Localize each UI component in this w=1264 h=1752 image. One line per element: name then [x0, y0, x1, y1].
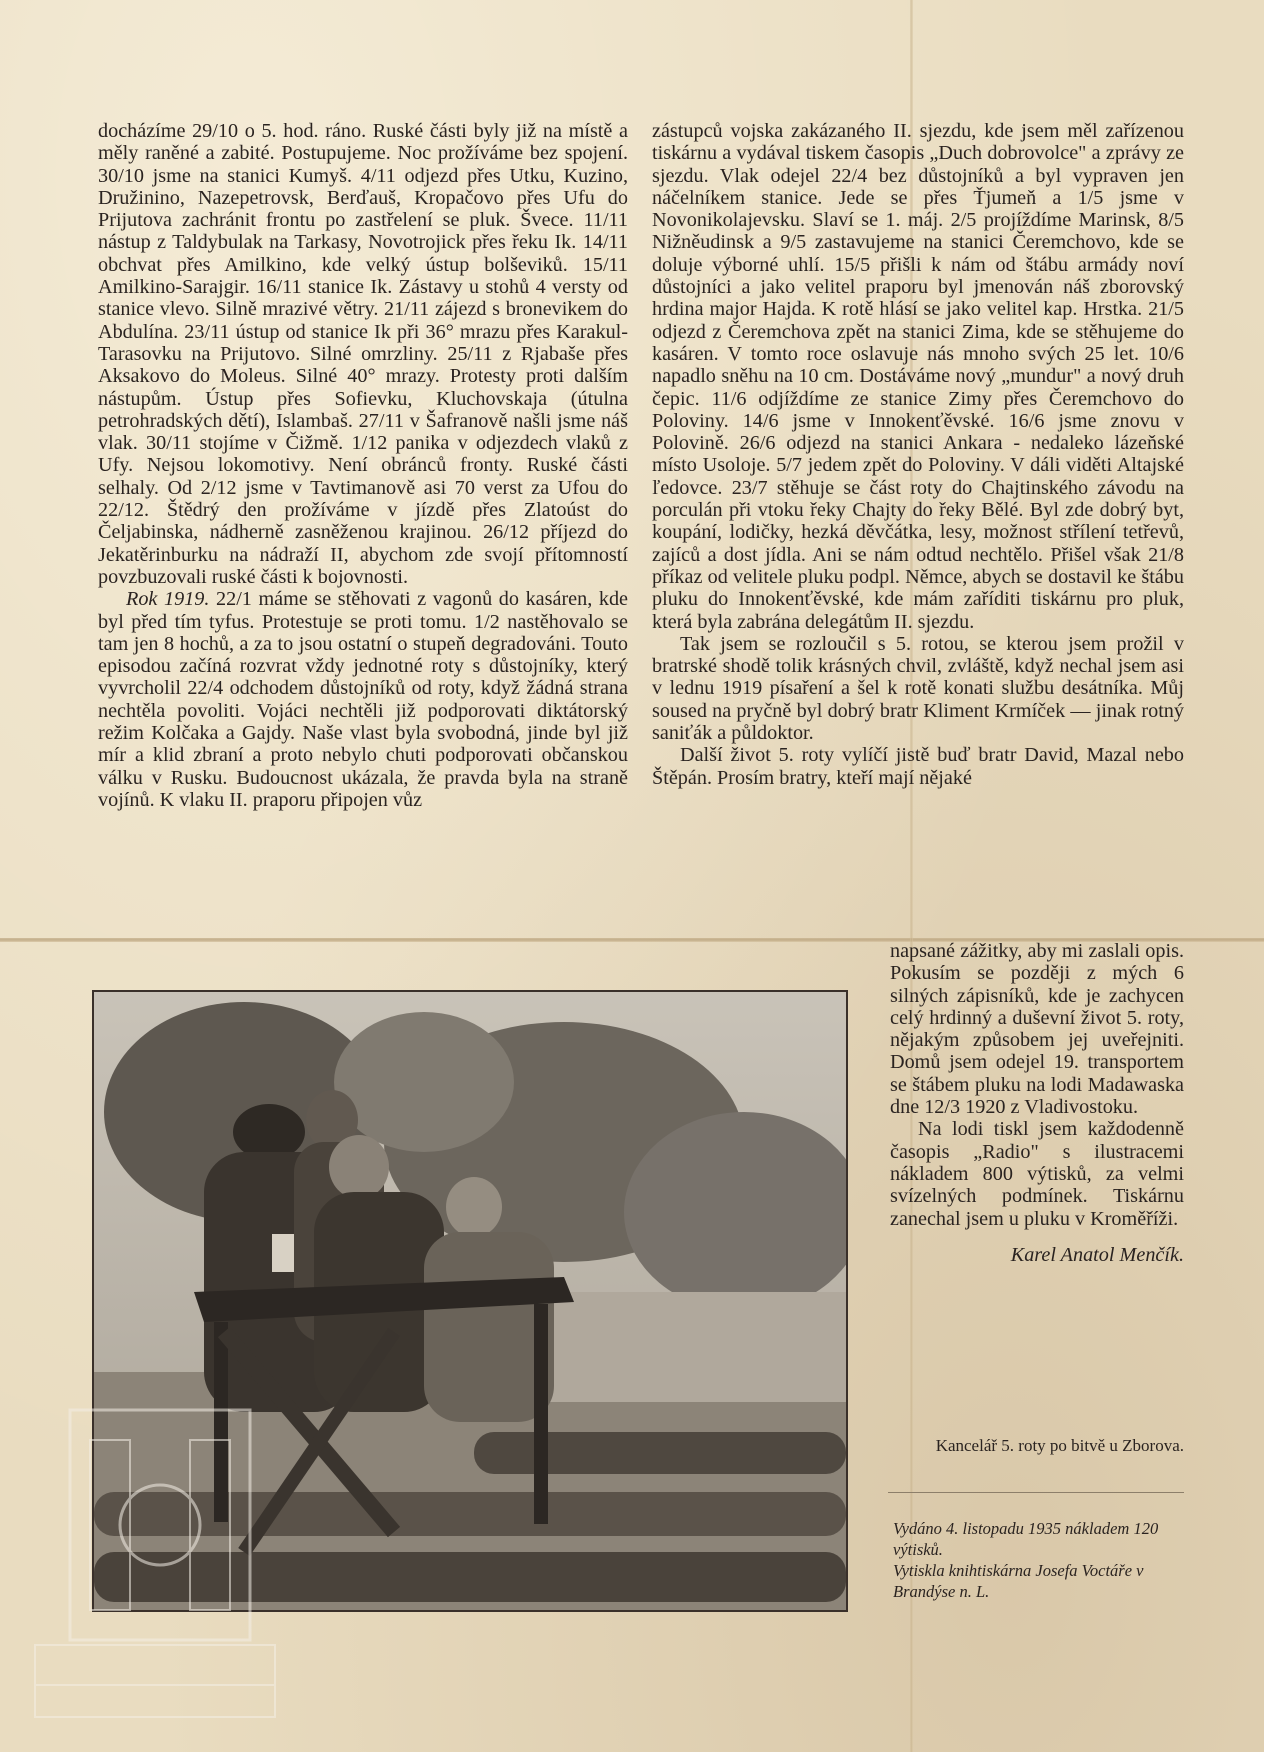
paragraph: Na lodi tiskl jsem každodenně časopis „Radio" s ilustracemi nákladem 800 výtisků, za velmi svízelných podmínek. Tiskárnu zanechal jsem u pluku v Kroměříži.	[890, 1118, 1184, 1230]
publication-imprint	[893, 1518, 1193, 1602]
legion-watermark-logo	[30, 1400, 280, 1720]
paragraph: napsané zážitky, aby mi zaslali opis. Pokusím se později z mých 6 silných zápisníků, kde je zachycen celý hrdinný a duševní život 5. roty, nějakým způsobem jej uveřejniti. Domů jsem odejel 19. transportem se štábem pluku na lodi Madawaska dne 12/3 1920 z Vladivostoku.	[890, 940, 1184, 1119]
paragraph: Tak jsem se rozloučil s 5. rotou, se kterou jsem prožil v bratrské shodě tolik krásných chvil, zvláště, když nechal jsem asi v lednu 1919 písaření a šel k rotě konati službu desátníka. Můj soused na pryčně byl dobrý bratr Kliment Krmíček — jinak rotný saniťák a půldoktor.	[652, 632, 1184, 745]
paragraph: docházíme 29/10 o 5. hod. ráno. Ruské části byly již na místě a měly raněné a zabité. Postupujeme. Noc prožíváme bez spojení. 30/10 jsme na stanici Kumyš. 4/11 odjezd přes Utku, Kuzino, Družinino, Nazepetrovsk, Berďauš, Kropačovo přes Ufu do Prijutova zachránit frontu po zastřelení se pluk. Švece. 11/11 nástup z Taldybulak na Tarkasy, Novotrojick přes řeku Ik. 14/11 obchvat přes Amilkino, kde velký ústup bolševiků. 15/11 Amilkino-Sarajgir. 16/11 stanice Ik. Zástavy u stohů 4 versty od stanice vlevo. Silně mrazivé větry. 21/11 zájezd s bronevikem do Abdulína. 23/11 ústup od stanice Ik při 36° mrazu přes Karakul-Tarasovku na Prijutovo. Silné omrzliny. 25/11 z Rjabaše přes Aksakovo do Moleus. Silné 40° mrazy. Protesty proti dalším nástupům. Ústup přes Sofievku, Kluchovskaja (útulna petrohradských dětí), Islambaš. 27/11 v Šafranově našli jsme náš vlak. 30/11 stojíme v Čižmě. 1/12 panika v odjezdech vlaků z Ufy. Nejsou lokomotivy. Není obránců fronty. Ruské části selhaly. Od 2/12 jsme v Tavtimanově asi 70 verst za Ufou do 22/12. Štědrý den prožíváme v jízdě přes Zlatoúst do Čeljabinska, nádherně zasněženou krajinou. 26/12 příjezd do Jekatěrinburku na nádraží II, abychom zde svojí přítomností povzbuzovali ruské části k bojovnosti.	[98, 120, 628, 588]
photo-caption: Kancelář 5. roty po bitvě u Zborova.	[935, 1436, 1184, 1455]
divider	[888, 1492, 1184, 1493]
author-signature: Karel Anatol Menčík.	[1010, 1243, 1184, 1266]
imprint-line: Vydáno 4. listopadu 1935 nákladem 120 výtisků.	[893, 1519, 1159, 1559]
paragraph: Další život 5. roty vylíčí jistě buď bratr David, Mazal nebo Štěpán. Prosím bratry, kteří mají nějaké	[652, 744, 1184, 789]
paragraph-text: 22/1 máme se stěhovati z vagonů do kasáren, kde byl před tím tyfus. Protestuje se proti tomu. 1/2 nastěhovalo se tam jen 8 hochů, a za to jsou ostatní o stupeň degradováni. Touto episodou začíná rozvrat vždy jednotné roty s důstojníky, který vyvrcholil 22/4 odchodem důstojníků od roty, když žádná strana nechtěla povoliti. Vojáci nechtěli již podporovati diktátorský režim Kolčaka a Gajdy. Naše vlast byla svobodná, jinde byl již mír a klid zbraní a proto nebylo chuti podporovati občanskou válku v Rusku. Budoucnost ukázala, že pravda byla na straně vojínů. K vlaku II. praporu připojen vůz	[98, 588, 629, 811]
paragraph	[98, 588, 628, 811]
imprint-line: Vytiskla knihtiskárna Josefa Voctáře v Brandýse n. L.	[893, 1561, 1144, 1601]
text-column-narrow	[890, 940, 1184, 1266]
text-column-left	[98, 120, 628, 811]
year-heading: Rok 1919.	[126, 588, 210, 611]
paragraph: zástupců vojska zakázaného II. sjezdu, kde jsem měl zařízenou tiskárnu a vydával tiskem časopis „Duch dobrovolce" a zprávy ze sjezdu. Vlak odejel 22/4 bez důstojníků a byl vypraven jen náčelníkem stanice. Jede se přes Ťjumeň a 1/5 jsme v Novonikolajevsku. Slaví se 1. máj. 2/5 projíždíme Marinsk, 8/5 Nižněudinsk a 9/5 zastavujeme na stanici Čeremchovo, kde se doluje výborné uhlí. 15/5 přišli k nám od štábu armády noví důstojníci a jako velitel praporu byl jmenován náš zborovský hrdina major Hajda. K rotě hlásí se jako velitel kap. Hrstka. 21/5 odjezd z Čeremchova zpět na stanici Zima, kde se stěhujeme do kasáren. V tomto roce oslavuje nás mnoho svých 25 let. 10/6 napadlo sněhu na 10 cm. Dostáváme nový „mundur" a nový druh čepic. 11/6 odjíždíme ze stanice Zimy přes Čeremchovo do Poloviny. 14/6 jsme v Innokenťěvské. 16/6 jsme znovu v Polovině. 26/6 odjezd na stanici Ankara - nedaleko lázeňské místo Usoloje. 5/7 jedem zpět do Poloviny. V dáli viděti Altajské ľedovce. 23/7 stěhuje se část roty do Chajtinského závodu na porculán při vtoku řeky Chajty do řeky Bělé. Byl zde dobrý byt, koupání, lodičky, hezká děvčátka, lesy, možnost střílení tetřevů, zajíců a dost jídla. Ani se nám odtud nechtělo. Přišel však 21/8 příkaz od velitele pluku podpl. Němce, abych se dostavil ke štábu pluku do Innokenťěvské, kde mám zaříditi tiskárnu pro pluk, která byla zabrána delegátům II. sjezdu.	[652, 120, 1184, 633]
text-column-right	[652, 120, 1184, 789]
